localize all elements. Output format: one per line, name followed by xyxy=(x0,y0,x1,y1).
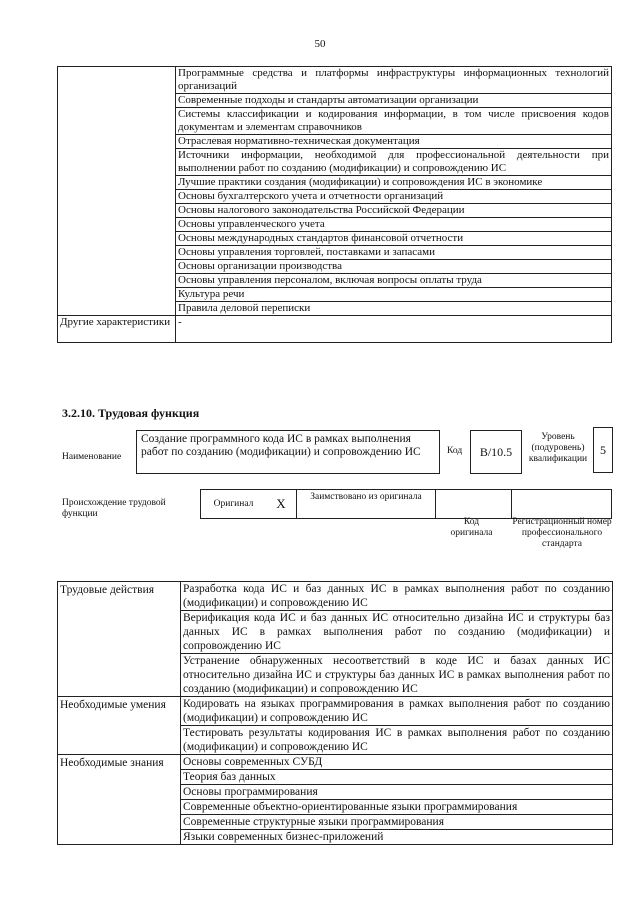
labor-action-item: Устранение обнаруженных несоответствий в коде ИС и базах данных ИС относительно дизайна ИС и структуры баз данных ИС в рамках выполнения работ по созданию (модификации) и сопровождению ИС xyxy=(181,654,613,697)
code-value: B/10.5 xyxy=(479,444,513,459)
original-code-cell xyxy=(435,490,511,518)
required-knowledge-label: Необходимые знания xyxy=(58,755,181,845)
original-code-caption: Код оригинала xyxy=(450,517,493,538)
registration-number-caption: Регистрационный номер профессионального стандарта xyxy=(512,517,612,549)
registration-number-cell xyxy=(511,490,611,518)
knowledge-item: Правила деловой переписки xyxy=(176,302,612,316)
required-skills-label: Необходимые умения xyxy=(58,697,181,755)
table-row xyxy=(58,697,613,726)
other-characteristics-label: Другие характеристики xyxy=(58,316,176,343)
knowledge-item: Основы организации производства xyxy=(176,260,612,274)
table-row xyxy=(58,316,612,343)
knowledge-item: Основы бухгалтерского учета и отчетности организаций xyxy=(176,190,612,204)
table-row xyxy=(58,582,613,611)
knowledge-item: Системы классификации и кодирования информации, в том числе присвоения кодов документам и элементам справочников xyxy=(176,108,612,135)
page-number: 50 xyxy=(314,38,326,50)
knowledge-item: Основы международных стандартов финансовой отчетности xyxy=(176,232,612,246)
function-name-box xyxy=(136,430,440,474)
table-row xyxy=(58,755,613,770)
function-name-value: Создание программного кода ИС в рамках выполнения работ по созданию (модификации) и сопровождению ИС xyxy=(141,433,421,458)
labor-action-item: Верификация кода ИС и баз данных ИС относительно дизайна ИС и структуры баз данных ИС в рамках выполнения работ по созданию (модификации) и сопровождению ИС xyxy=(181,611,613,654)
knowledge-item: Основы современных СУБД xyxy=(181,755,613,770)
label-cell-empty xyxy=(58,67,176,316)
section-heading: 3.2.10. Трудовая функция xyxy=(62,406,200,420)
other-characteristics-value: - xyxy=(176,316,612,343)
qualification-level-value: 5 xyxy=(600,442,606,457)
knowledge-item: Основы управления персоналом, включая вопросы оплаты труда xyxy=(176,274,612,288)
table-row xyxy=(58,67,612,94)
qualification-level-label: Уровень (подуровень) квалификации xyxy=(528,432,588,464)
original-mark: X xyxy=(276,496,286,511)
knowledge-item: Программные средства и платформы инфраструктуры информационных технологий организаций xyxy=(176,67,612,94)
knowledge-item: Культура речи xyxy=(176,288,612,302)
knowledge-item: Лучшие практики создания (модификации) и сопровождения ИС в экономике xyxy=(176,176,612,190)
knowledge-item: Современные структурные языки программирования xyxy=(181,815,613,830)
knowledge-item: Современные объектно-ориентированные языки программирования xyxy=(181,800,613,815)
borrowed-label: Заимствовано из оригинала xyxy=(296,490,435,518)
function-details-table xyxy=(57,581,613,845)
code-value-box xyxy=(470,430,522,474)
labor-actions-label: Трудовые действия xyxy=(58,582,181,697)
knowledge-item: Основы управленческого учета xyxy=(176,218,612,232)
labor-action-item: Разработка кода ИС и баз данных ИС в рамках выполнения работ по созданию (модификации) и сопровождению ИС xyxy=(181,582,613,611)
code-label: Код xyxy=(447,446,463,456)
knowledge-item: Источники информации, необходимой для профессиональной деятельности при выполнении работ по созданию (модификации) и сопровождению ИС xyxy=(176,149,612,176)
skill-item: Кодировать на языках программирования в рамках выполнения работ по созданию (модификации) и сопровождению ИС xyxy=(181,697,613,726)
original-label: Оригинал xyxy=(213,498,254,509)
knowledge-continuation-table xyxy=(57,66,612,343)
knowledge-item: Основы программирования xyxy=(181,785,613,800)
knowledge-item: Основы управления торговлей, поставками и запасами xyxy=(176,246,612,260)
details-rows xyxy=(58,582,613,845)
knowledge-item: Современные подходы и стандарты автоматизации организации xyxy=(176,94,612,108)
knowledge-item: Отраслевая нормативно-техническая документация xyxy=(176,135,612,149)
knowledge-item: Языки современных бизнес-приложений xyxy=(181,830,613,845)
origin-label: Происхождение трудовой функции xyxy=(62,498,166,519)
skill-item: Тестировать результаты кодирования ИС в рамках выполнения работ по созданию (модификации) и сопровождению ИС xyxy=(181,726,613,755)
name-label: Наименование xyxy=(62,452,122,462)
knowledge-item: Теория баз данных xyxy=(181,770,613,785)
knowledge-rows xyxy=(58,67,612,343)
origin-boxes xyxy=(200,489,612,519)
qualification-level-box xyxy=(593,427,613,473)
knowledge-item: Основы налогового законодательства Российской Федерации xyxy=(176,204,612,218)
